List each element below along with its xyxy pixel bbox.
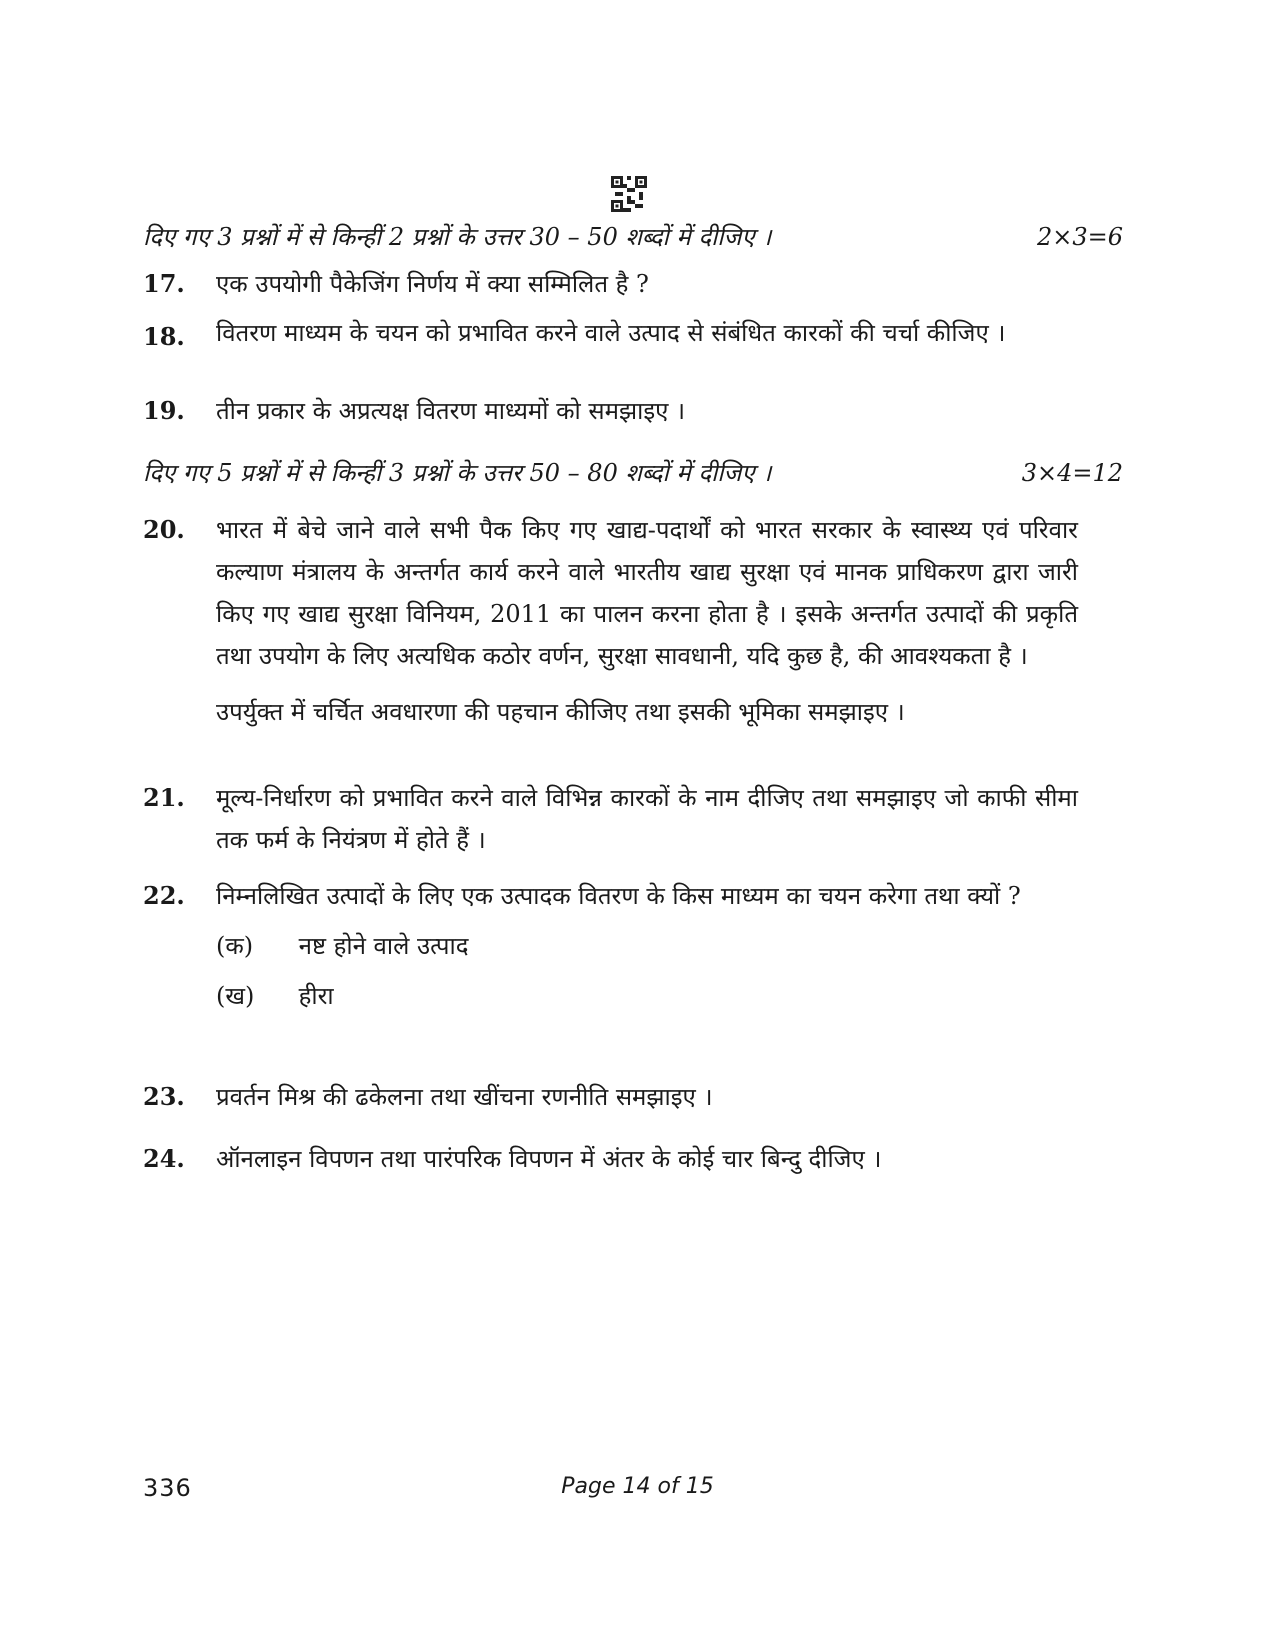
question-20 [143, 509, 1078, 733]
option-text: नष्ट होने वाले उत्पाद [298, 932, 469, 960]
instruction-text: दिए गए 3 प्रश्नों में से किन्हीं 2 प्रश्नों के उत्तर 30 – 50 शब्दों में दीजिए । [143, 223, 772, 251]
question-subtext: उपर्युक्त में चर्चित अवधारणा की पहचान कीजिए तथा इसकी भूमिका समझाइए । [216, 698, 905, 726]
question-text: प्रवर्तन मिश्र की ढकेलना तथा खींचना रणनीति समझाइए । [216, 1083, 713, 1111]
question-24 [143, 1138, 1078, 1180]
question-text: ऑनलाइन विपणन तथा पारंपरिक विपणन में अंतर के कोई चार बिन्दु दीजिए । [216, 1145, 882, 1173]
question-number: 18. [143, 322, 185, 351]
section-instruction-1 [143, 222, 1123, 252]
question-22 [143, 875, 1078, 1021]
qr-code-icon [611, 176, 647, 212]
option-label: (क) [216, 932, 254, 960]
option-text: हीरा [298, 982, 334, 1010]
section-marks: 2×3=6 [1036, 223, 1123, 251]
question-text: भारत में बेचे जाने वाले सभी पैक किए गए खाद्य-पदार्थों को भारत सरकार के स्वास्थ्य एवं परिवार कल्याण मंत्रालय के अन्तर्गत कार्य करने वाले भारतीय खाद्य सुरक्षा एवं मानक प्राधिकरण द्वारा जारी किए गए खाद्य सुरक्षा विनियम, 2011 का पालन करना होता है । इसके अन्तर्गत उत्पादों की प्रकृति तथा उपयोग के लिए अत्यधिक कठोर वर्णन, सुरक्षा सावधानी, यदि कुछ है, की आवश्यकता है । [216, 516, 1078, 670]
question-text: वितरण माध्यम के चयन को प्रभावित करने वाले उत्पाद से संबंधित कारकों की चर्चा कीजिए । [216, 319, 1006, 347]
question-21 [143, 777, 1078, 861]
section-instruction-2 [143, 458, 1123, 488]
question-18 [143, 316, 1078, 350]
option-item [216, 921, 1078, 971]
question-number: 23. [143, 1082, 185, 1111]
question-number: 21. [143, 783, 185, 812]
question-number: 17. [143, 269, 185, 298]
question-number: 22. [143, 881, 185, 910]
instruction-text: दिए गए 5 प्रश्नों में से किन्हीं 3 प्रश्नों के उत्तर 50 – 80 शब्दों में दीजिए । [143, 459, 772, 487]
question-23 [143, 1076, 1078, 1118]
question-number: 24. [143, 1144, 185, 1173]
question-number: 19. [143, 396, 185, 425]
question-19 [143, 390, 1078, 432]
question-17 [143, 263, 1078, 305]
paper-code: 336 [143, 1474, 192, 1502]
question-text: निम्नलिखित उत्पादों के लिए एक उत्पादक वितरण के किस माध्यम का चयन करेगा तथा क्यों ? [216, 882, 1021, 910]
question-text: तीन प्रकार के अप्रत्यक्ष वितरण माध्यमों को समझाइए । [216, 397, 686, 425]
question-number: 20. [143, 515, 185, 544]
question-text: मूल्य-निर्धारण को प्रभावित करने वाले विभिन्न कारकों के नाम दीजिए तथा समझाइए जो काफी सीमा तक फर्म के नियंत्रण में होते हैं । [216, 784, 1078, 854]
question-text: एक उपयोगी पैकेजिंग निर्णय में क्या सम्मिलित है ? [216, 270, 649, 298]
page-number: Page 14 of 15 [561, 1474, 714, 1499]
section-marks: 3×4=12 [1021, 459, 1123, 487]
option-label: (ख) [216, 982, 255, 1010]
option-item [216, 971, 1078, 1021]
